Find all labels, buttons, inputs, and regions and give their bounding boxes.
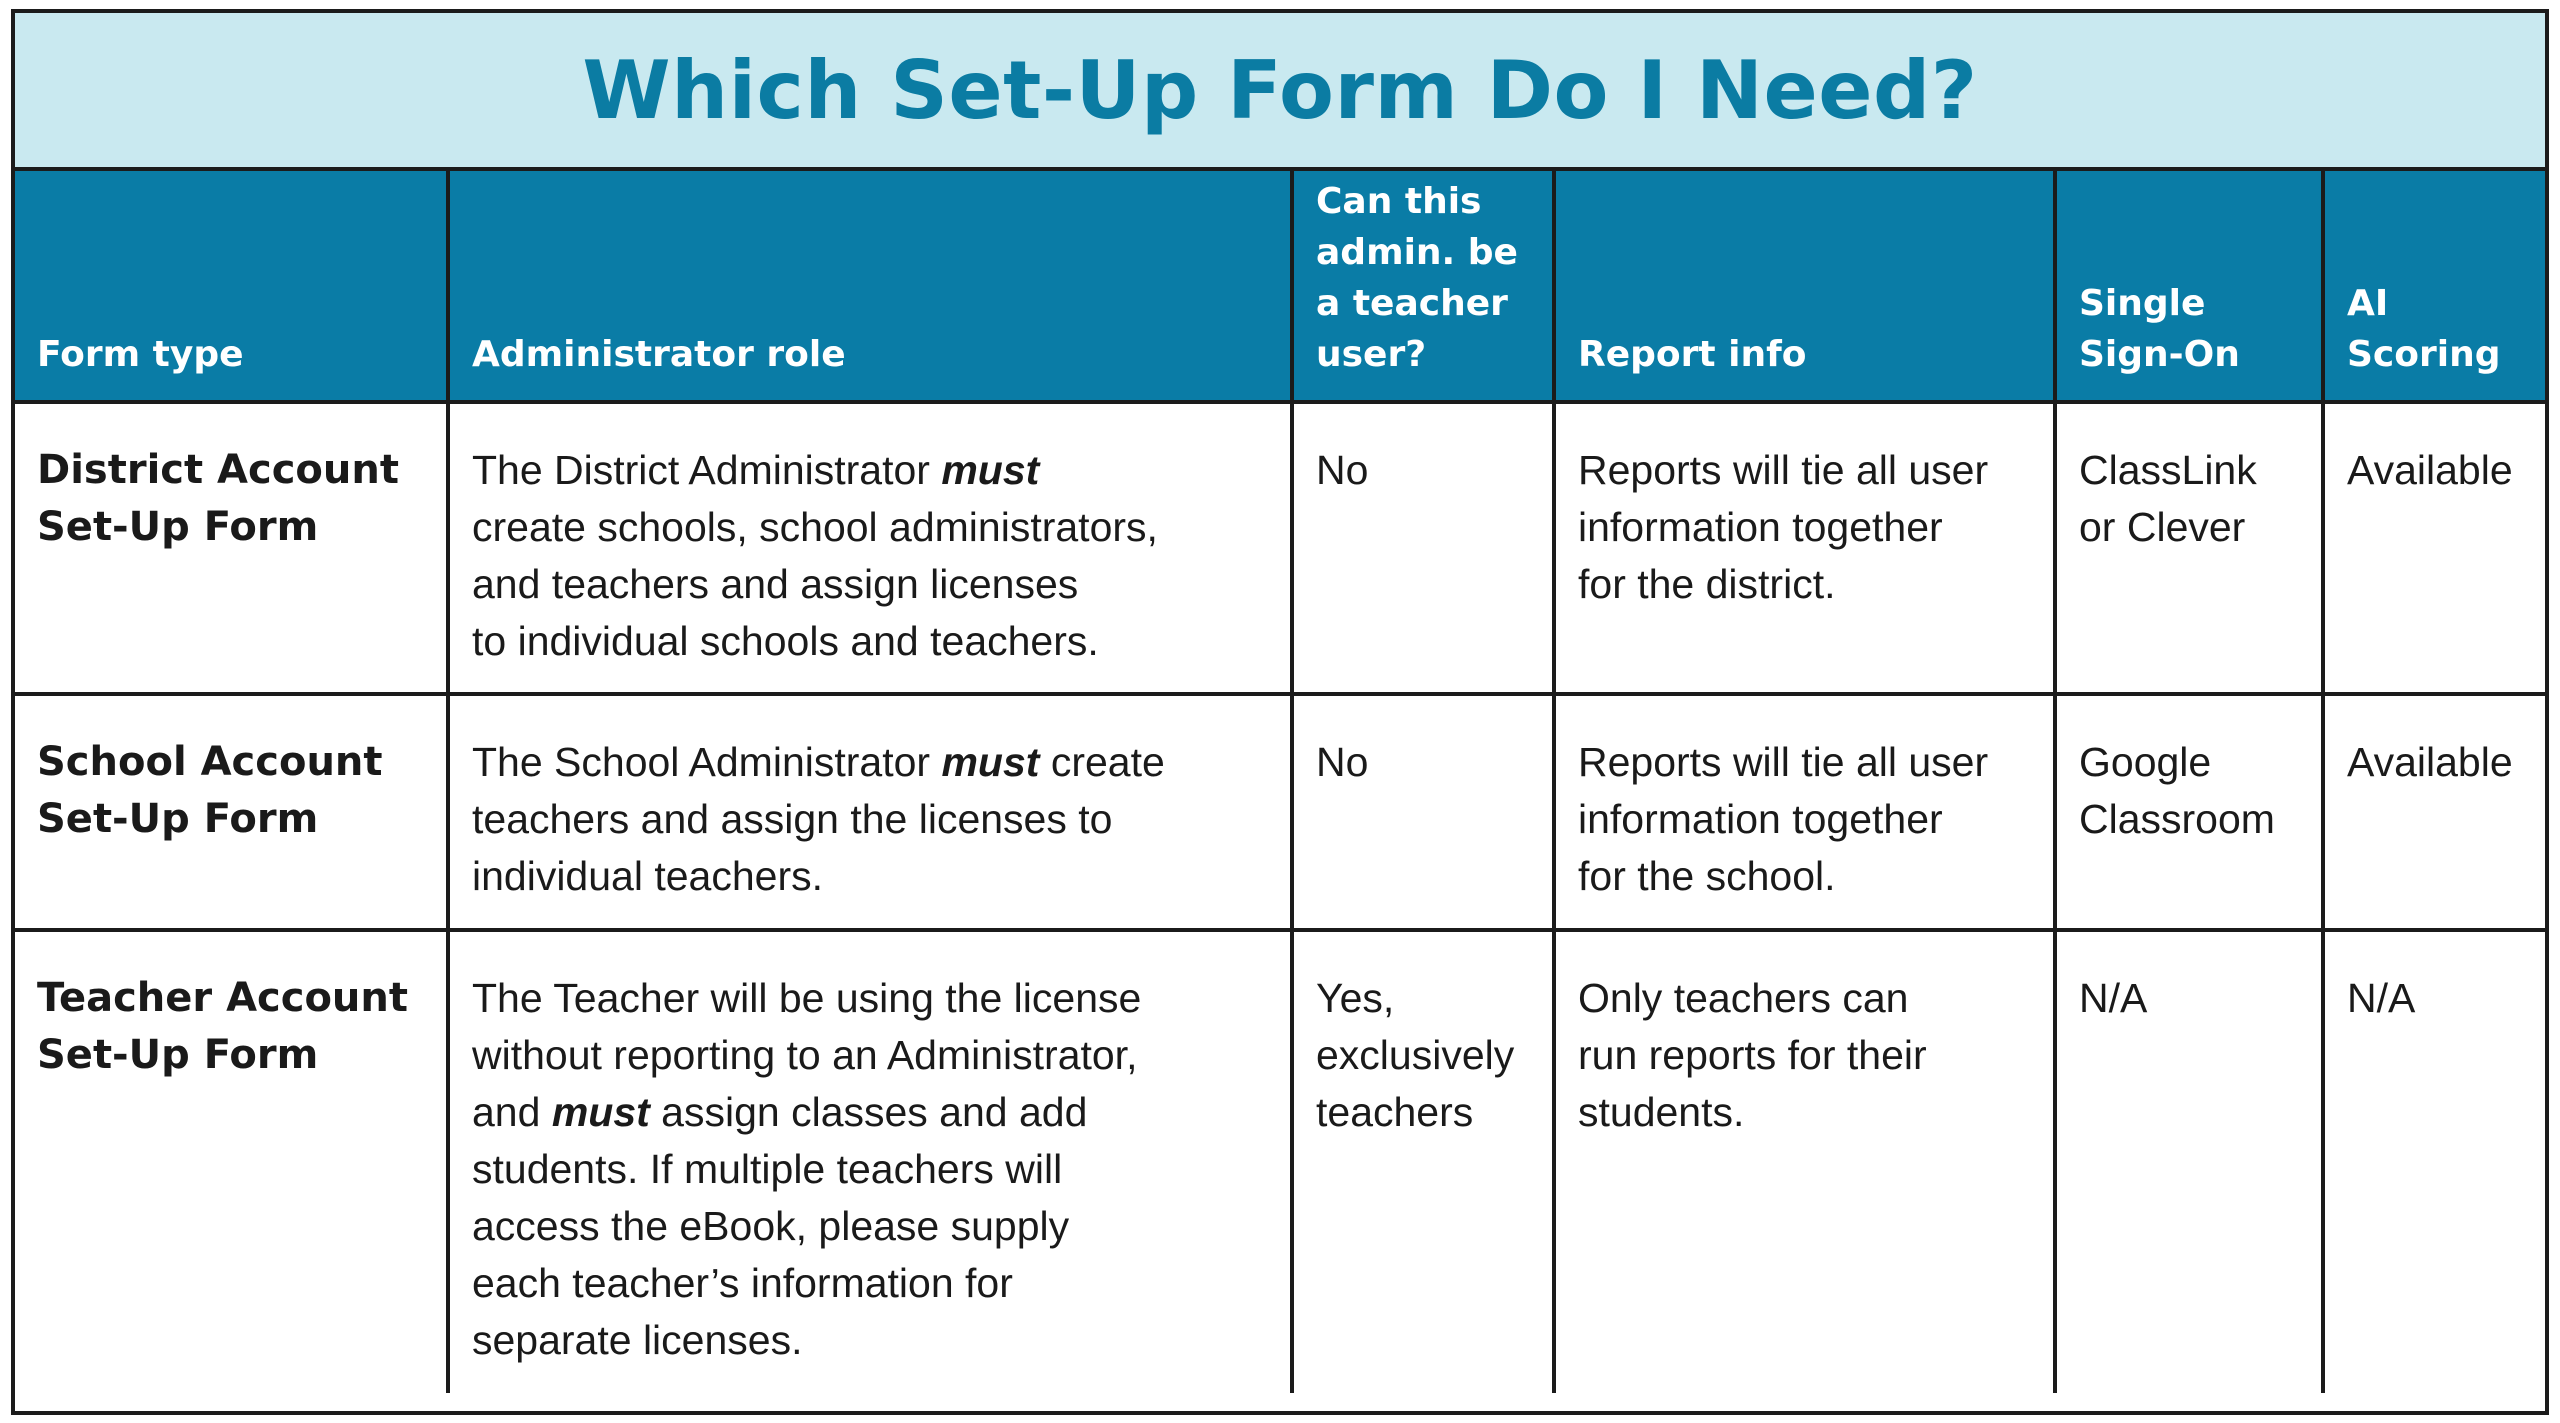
ai-scoring-cell: Available <box>2323 402 2545 694</box>
comparison-table-card <box>11 9 2549 1415</box>
header-teacher-user: Can this admin. be a teacher user? <box>1292 171 1554 402</box>
report-info-cell: Reports will tie all user information together for the district. <box>1554 402 2055 694</box>
administrator-role-cell: The Teacher will be using the license without reporting to an Administrator, and must assign classes and add students. If multiple teachers will access the eBook, please supply each teacher’s information for separate licenses. <box>448 930 1292 1393</box>
form-type-cell: Teacher Account Set-Up Form <box>15 930 448 1393</box>
administrator-role-cell: The School Administrator must create teachers and assign the licenses to individual teachers. <box>448 694 1292 930</box>
form-type-cell: School Account Set-Up Form <box>15 694 448 930</box>
page-title: Which Set-Up Form Do I Need? <box>582 43 1978 137</box>
header-form-type: Form type <box>15 171 448 402</box>
setup-form-table <box>15 171 2545 1393</box>
header-single-sign-on: Single Sign-On <box>2055 171 2323 402</box>
table-row-teacher <box>15 930 2545 1393</box>
ai-scoring-cell: Available <box>2323 694 2545 930</box>
report-info-cell: Only teachers can run reports for their students. <box>1554 930 2055 1393</box>
header-administrator-role: Administrator role <box>448 171 1292 402</box>
single-sign-on-cell: N/A <box>2055 930 2323 1393</box>
teacher-user-cell: No <box>1292 694 1554 930</box>
header-report-info: Report info <box>1554 171 2055 402</box>
teacher-user-cell: No <box>1292 402 1554 694</box>
header-ai-scoring: AI Scoring <box>2323 171 2545 402</box>
report-info-cell: Reports will tie all user information together for the school. <box>1554 694 2055 930</box>
table-row-school <box>15 694 2545 930</box>
ai-scoring-cell: N/A <box>2323 930 2545 1393</box>
single-sign-on-cell: Google Classroom <box>2055 694 2323 930</box>
form-type-cell: District Account Set-Up Form <box>37 447 399 550</box>
table-header-row <box>15 171 2545 402</box>
administrator-role-cell: The District Administrator must create schools, school administrators, and teachers and assign licenses to individual schools and teachers. <box>448 402 1292 694</box>
teacher-user-cell: Yes, exclusively teachers <box>1292 930 1554 1393</box>
title-bar <box>15 13 2545 171</box>
table-row-district <box>15 402 2545 694</box>
single-sign-on-cell: ClassLink or Clever <box>2055 402 2323 694</box>
